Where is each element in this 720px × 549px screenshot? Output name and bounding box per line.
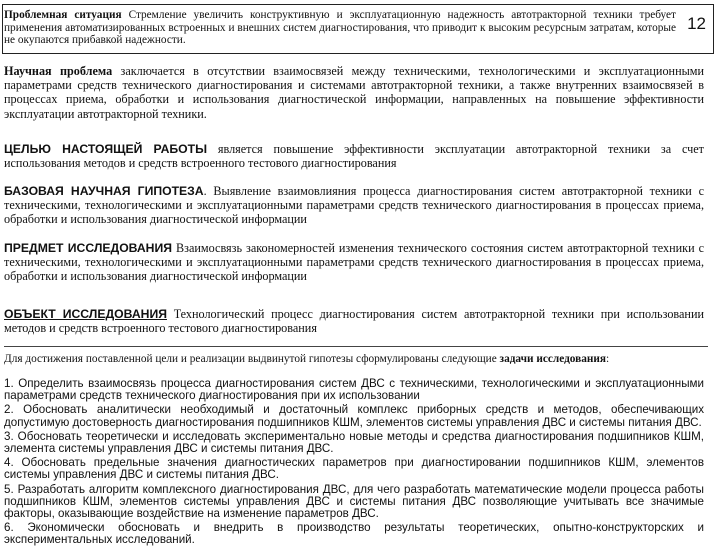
subject-label: ПРЕДМЕТ ИССЛЕДОВАНИЯ [4, 241, 173, 255]
goal-paragraph [4, 142, 704, 170]
object-label: ОБЪЕКТ ИССЛЕДОВАНИЯ [4, 307, 167, 321]
object-text: Технологический процесс диагностирования систем автотракторной техники при использовании методов и средств встроенного тестового диагностирования [4, 307, 705, 336]
scientific-problem-text: заключается в отсутствии взаимосвязей между техническими, технологическими и эксплуатационными параметрами средств технического диагностирования и системами автотракторной техники, а также внутренних взаимосвязей в процессах приема, обработки и использования диагностической информации, направленных на повышение эффективности эксплуатации автотракторной техники. [4, 64, 705, 121]
problem-situation-label: Проблемная ситуация [4, 9, 122, 21]
task-item-4: 4. Обосновать предельные значения диагностических параметров при диагностировании подшипников КШМ, элементов системы управления ДВС и системы питания ДВС. [4, 456, 704, 482]
hypothesis-label: БАЗОВАЯ НАУЧНАЯ ГИПОТЕЗА [4, 184, 204, 198]
page-number: 12 [687, 14, 706, 33]
task-item-2: 2. Обосновать аналитически необходимый и достаточный комплекс приборных средств и методов, обеспечивающих допустимую достоверность диагностирования подшипников КШМ, элементов системы управления ДВС и системы питания ДВС. [4, 403, 704, 429]
tasks-list [4, 378, 704, 549]
task-item-1: 1. Определить взаимосвязь процесса диагностирования систем ДВС с техническими, технологическими и эксплуатационными параметрами средств технического диагностирования при их использовании [4, 377, 704, 403]
tasks-intro-bold: задачи исследования [499, 353, 607, 365]
goal-text: является повышение эффективности эксплуатации автотракторной техники за счет использования методов и средств встроенного тестового диагностирования [4, 142, 705, 171]
problem-situation-text: Стремление увеличить конструктивную и эксплуатационную надежность автотракторной техники требует применения автоматизированных встроенных и внешних систем диагностирования, что приводит к высоким ресурсным затратам, которые не окупаются прибавкой надежности. [4, 9, 676, 47]
object-paragraph [4, 307, 704, 335]
goal-label: ЦЕЛЬЮ НАСТОЯЩЕЙ РАБОТЫ [4, 142, 208, 156]
task-item-6: 6. Экономически обосновать и внедрить в производство результаты теоретических, опытно-конструкторских и экспериментальных исследований. [4, 521, 704, 547]
hypothesis-paragraph [4, 184, 704, 227]
problem-situation-paragraph [4, 9, 676, 47]
scientific-problem-label: Научная проблема [4, 64, 113, 78]
subject-text: Взаимосвязь закономерностей изменения технического состояния систем автотракторной техники с техническими, технологическими и эксплуатационными параметрами средств технического диагностирования в процессах приема, обработки и использования диагностической информации [4, 241, 705, 284]
tasks-intro [4, 353, 704, 367]
section-divider [4, 346, 708, 347]
tasks-intro-text: Для достижения поставленной цели и реализации выдвинутой гипотезы сформулированы следующие [4, 353, 500, 365]
scientific-problem-paragraph [4, 64, 704, 121]
task-item-3: 3. Обосновать теоретически и исследовать экспериментально новые методы и средства диагностирования подшипников КШМ, элемента системы управления ДВС и системы питания ДВС. [4, 429, 704, 456]
subject-paragraph [4, 241, 704, 284]
tasks-intro-end: : [606, 353, 610, 365]
hypothesis-text: . Выявление взаимовлияния процесса диагностирования систем автотракторной техники с техническими, технологическими и эксплуатационными параметрами средств технического диагностирования в процессах приема, обработки и использования диагностической информации [4, 184, 704, 227]
task-item-5: 5. Разработать алгоритм комплексного диагностирования ДВС, для чего разработать математические модели процесса работы подшипников КШМ, элементов системы управления ДВС и системы питания ДВС позволяющие учитывать все значимые факторы, оказывающие воздействие на изменение параметров ДВС. [4, 482, 704, 521]
